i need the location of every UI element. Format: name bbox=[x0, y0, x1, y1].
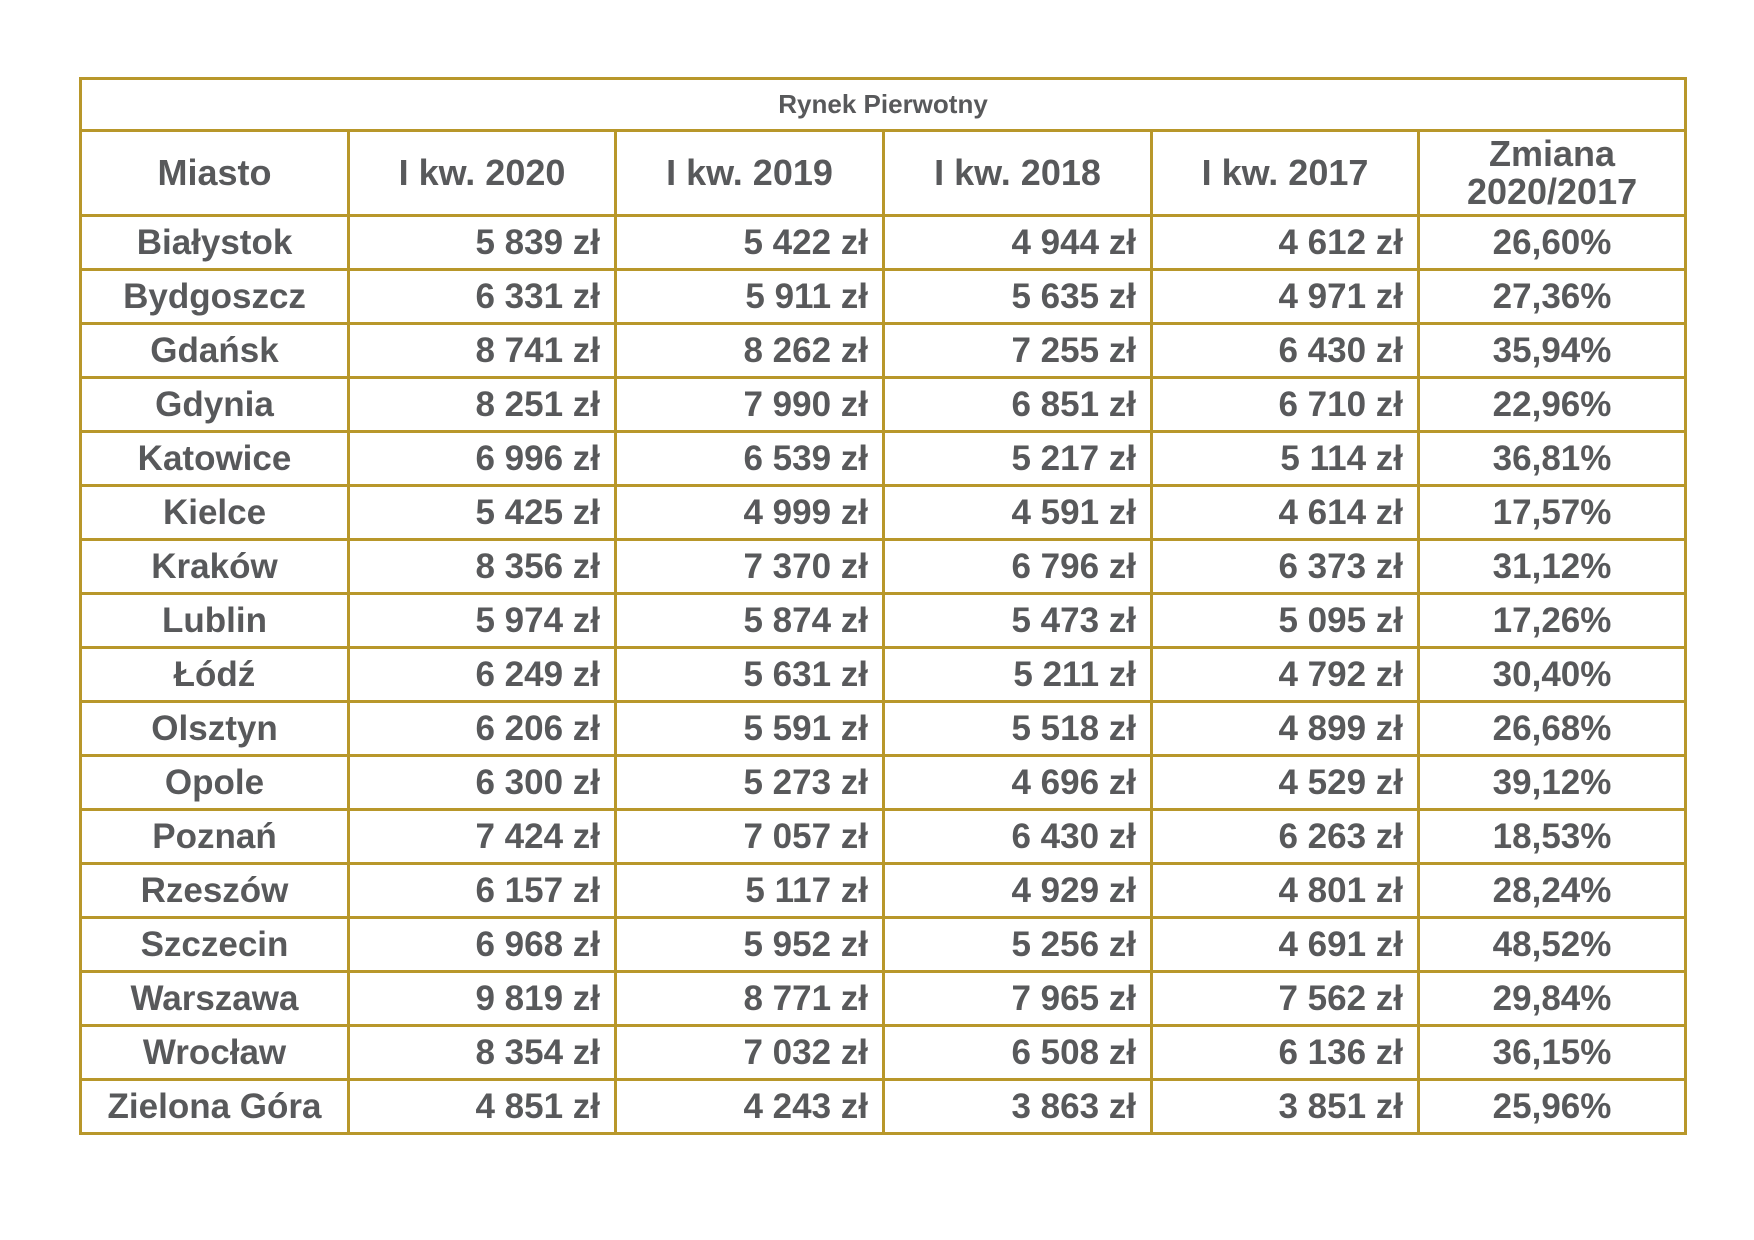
cell-q2019: 5 631 zł bbox=[616, 648, 884, 702]
cell-city: Zielona Góra bbox=[81, 1080, 349, 1134]
cell-change: 36,81% bbox=[1419, 432, 1686, 486]
table-row bbox=[81, 756, 1686, 810]
col-header-change bbox=[1419, 131, 1686, 216]
cell-q2020: 8 356 zł bbox=[349, 540, 616, 594]
table-title-row bbox=[81, 79, 1686, 131]
cell-q2020: 8 741 zł bbox=[349, 324, 616, 378]
col-header-q2019: I kw. 2019 bbox=[616, 131, 884, 216]
cell-q2020: 4 851 zł bbox=[349, 1080, 616, 1134]
cell-q2019: 7 032 zł bbox=[616, 1026, 884, 1080]
cell-q2020: 6 249 zł bbox=[349, 648, 616, 702]
table-row bbox=[81, 270, 1686, 324]
cell-q2018: 4 696 zł bbox=[884, 756, 1152, 810]
cell-q2020: 5 839 zł bbox=[349, 216, 616, 270]
cell-q2018: 5 473 zł bbox=[884, 594, 1152, 648]
cell-change: 39,12% bbox=[1419, 756, 1686, 810]
cell-q2019: 6 539 zł bbox=[616, 432, 884, 486]
table-row bbox=[81, 1026, 1686, 1080]
cell-q2018: 5 217 zł bbox=[884, 432, 1152, 486]
col-header-q2018: I kw. 2018 bbox=[884, 131, 1152, 216]
col-header-q2020: I kw. 2020 bbox=[349, 131, 616, 216]
cell-q2017: 4 971 zł bbox=[1152, 270, 1419, 324]
cell-q2020: 6 206 zł bbox=[349, 702, 616, 756]
cell-q2017: 4 801 zł bbox=[1152, 864, 1419, 918]
cell-q2020: 5 974 zł bbox=[349, 594, 616, 648]
table-row bbox=[81, 216, 1686, 270]
cell-change: 27,36% bbox=[1419, 270, 1686, 324]
cell-city: Katowice bbox=[81, 432, 349, 486]
col-header-city: Miasto bbox=[81, 131, 349, 216]
cell-q2018: 5 518 zł bbox=[884, 702, 1152, 756]
cell-change: 17,57% bbox=[1419, 486, 1686, 540]
cell-change: 26,60% bbox=[1419, 216, 1686, 270]
table-row bbox=[81, 972, 1686, 1026]
cell-change: 28,24% bbox=[1419, 864, 1686, 918]
table-row bbox=[81, 864, 1686, 918]
table-body bbox=[81, 216, 1686, 1134]
cell-q2020: 6 300 zł bbox=[349, 756, 616, 810]
cell-q2020: 8 251 zł bbox=[349, 378, 616, 432]
cell-q2018: 4 944 zł bbox=[884, 216, 1152, 270]
cell-q2018: 5 256 zł bbox=[884, 918, 1152, 972]
cell-city: Białystok bbox=[81, 216, 349, 270]
cell-q2019: 5 911 zł bbox=[616, 270, 884, 324]
table-row bbox=[81, 378, 1686, 432]
cell-q2017: 6 263 zł bbox=[1152, 810, 1419, 864]
cell-q2017: 3 851 zł bbox=[1152, 1080, 1419, 1134]
table-row bbox=[81, 486, 1686, 540]
cell-change: 48,52% bbox=[1419, 918, 1686, 972]
table-header-row bbox=[81, 131, 1686, 216]
cell-q2020: 6 996 zł bbox=[349, 432, 616, 486]
table-title: Rynek Pierwotny bbox=[81, 79, 1686, 131]
table-row bbox=[81, 648, 1686, 702]
cell-q2017: 4 614 zł bbox=[1152, 486, 1419, 540]
cell-change: 17,26% bbox=[1419, 594, 1686, 648]
cell-q2020: 9 819 zł bbox=[349, 972, 616, 1026]
cell-q2017: 4 612 zł bbox=[1152, 216, 1419, 270]
cell-q2019: 5 591 zł bbox=[616, 702, 884, 756]
cell-city: Gdańsk bbox=[81, 324, 349, 378]
cell-q2018: 7 965 zł bbox=[884, 972, 1152, 1026]
cell-q2019: 7 057 zł bbox=[616, 810, 884, 864]
cell-q2020: 6 331 zł bbox=[349, 270, 616, 324]
cell-q2018: 6 796 zł bbox=[884, 540, 1152, 594]
cell-q2019: 8 771 zł bbox=[616, 972, 884, 1026]
cell-q2017: 4 899 zł bbox=[1152, 702, 1419, 756]
cell-city: Gdynia bbox=[81, 378, 349, 432]
cell-city: Bydgoszcz bbox=[81, 270, 349, 324]
cell-change: 26,68% bbox=[1419, 702, 1686, 756]
cell-change: 30,40% bbox=[1419, 648, 1686, 702]
cell-city: Poznań bbox=[81, 810, 349, 864]
cell-q2019: 5 117 zł bbox=[616, 864, 884, 918]
col-header-q2017: I kw. 2017 bbox=[1152, 131, 1419, 216]
cell-q2020: 6 968 zł bbox=[349, 918, 616, 972]
table-row bbox=[81, 324, 1686, 378]
table-row bbox=[81, 1080, 1686, 1134]
cell-city: Kielce bbox=[81, 486, 349, 540]
cell-q2018: 3 863 zł bbox=[884, 1080, 1152, 1134]
cell-q2018: 6 430 zł bbox=[884, 810, 1152, 864]
price-table bbox=[79, 77, 1687, 1135]
cell-q2018: 5 635 zł bbox=[884, 270, 1152, 324]
cell-q2019: 5 422 zł bbox=[616, 216, 884, 270]
cell-q2019: 5 273 zł bbox=[616, 756, 884, 810]
cell-city: Rzeszów bbox=[81, 864, 349, 918]
cell-q2020: 8 354 zł bbox=[349, 1026, 616, 1080]
col-header-change-label: Zmiana 2020/2017 bbox=[1466, 133, 1638, 212]
table-row bbox=[81, 702, 1686, 756]
cell-q2019: 4 999 zł bbox=[616, 486, 884, 540]
cell-q2017: 5 114 zł bbox=[1152, 432, 1419, 486]
cell-q2017: 7 562 zł bbox=[1152, 972, 1419, 1026]
cell-change: 31,12% bbox=[1419, 540, 1686, 594]
cell-q2018: 4 591 zł bbox=[884, 486, 1152, 540]
cell-q2017: 6 136 zł bbox=[1152, 1026, 1419, 1080]
cell-q2019: 5 874 zł bbox=[616, 594, 884, 648]
cell-q2018: 6 508 zł bbox=[884, 1026, 1152, 1080]
cell-city: Łódź bbox=[81, 648, 349, 702]
cell-q2019: 7 370 zł bbox=[616, 540, 884, 594]
table-row bbox=[81, 540, 1686, 594]
cell-q2018: 5 211 zł bbox=[884, 648, 1152, 702]
cell-q2019: 5 952 zł bbox=[616, 918, 884, 972]
cell-q2019: 7 990 zł bbox=[616, 378, 884, 432]
cell-city: Warszawa bbox=[81, 972, 349, 1026]
cell-q2017: 4 792 zł bbox=[1152, 648, 1419, 702]
cell-q2019: 8 262 zł bbox=[616, 324, 884, 378]
cell-city: Kraków bbox=[81, 540, 349, 594]
cell-city: Lublin bbox=[81, 594, 349, 648]
cell-q2018: 7 255 zł bbox=[884, 324, 1152, 378]
cell-city: Wrocław bbox=[81, 1026, 349, 1080]
cell-q2017: 5 095 zł bbox=[1152, 594, 1419, 648]
cell-q2017: 4 691 zł bbox=[1152, 918, 1419, 972]
table-row bbox=[81, 918, 1686, 972]
cell-change: 22,96% bbox=[1419, 378, 1686, 432]
cell-q2020: 7 424 zł bbox=[349, 810, 616, 864]
cell-change: 29,84% bbox=[1419, 972, 1686, 1026]
cell-q2018: 4 929 zł bbox=[884, 864, 1152, 918]
cell-q2017: 6 430 zł bbox=[1152, 324, 1419, 378]
table-row bbox=[81, 594, 1686, 648]
cell-city: Olsztyn bbox=[81, 702, 349, 756]
cell-q2020: 5 425 zł bbox=[349, 486, 616, 540]
cell-q2018: 6 851 zł bbox=[884, 378, 1152, 432]
cell-change: 25,96% bbox=[1419, 1080, 1686, 1134]
cell-q2017: 6 710 zł bbox=[1152, 378, 1419, 432]
cell-change: 36,15% bbox=[1419, 1026, 1686, 1080]
cell-q2019: 4 243 zł bbox=[616, 1080, 884, 1134]
cell-city: Opole bbox=[81, 756, 349, 810]
table-row bbox=[81, 810, 1686, 864]
cell-q2020: 6 157 zł bbox=[349, 864, 616, 918]
cell-q2017: 6 373 zł bbox=[1152, 540, 1419, 594]
cell-city: Szczecin bbox=[81, 918, 349, 972]
cell-q2017: 4 529 zł bbox=[1152, 756, 1419, 810]
cell-change: 18,53% bbox=[1419, 810, 1686, 864]
table-row bbox=[81, 432, 1686, 486]
cell-change: 35,94% bbox=[1419, 324, 1686, 378]
